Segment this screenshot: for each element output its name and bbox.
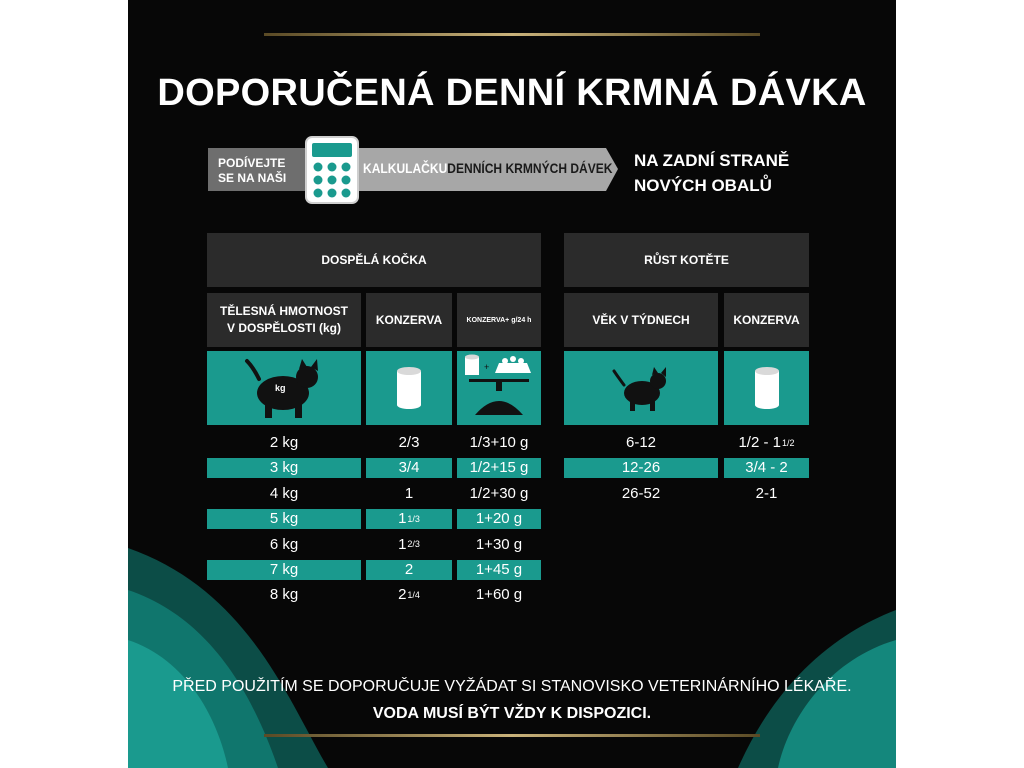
adult-can-cell: 2 xyxy=(404,561,414,578)
adult-weight-cell: 3 kg xyxy=(269,459,299,477)
kitten-age-cell: 12-26 xyxy=(621,459,661,477)
adult-col-can-header: KONZERVA xyxy=(366,293,452,347)
adult-can-dry-cell: 1/3+10 g xyxy=(469,434,529,451)
adult-weight-cell: 8 kg xyxy=(269,586,299,604)
adult-weight-cell: 5 kg xyxy=(269,510,299,528)
calculator-banner xyxy=(208,143,618,196)
adult-weight-cell: 6 kg xyxy=(269,535,299,553)
calculator-icon xyxy=(304,135,360,205)
kitten-header: RŮST KOTĚTE xyxy=(564,233,809,287)
kitten-icon xyxy=(564,351,718,425)
vet-advice-text: PŘED POUŽITÍM SE DOPORUČUJE VYŽÁDAT SI STANOVISKO VETERINÁRNÍHO LÉKAŘE. xyxy=(172,678,852,695)
adult-weight-cell: 4 kg xyxy=(269,484,299,502)
feeding-guide-panel xyxy=(128,0,896,768)
adult-weight-cell: 2 kg xyxy=(269,434,299,451)
adult-can-dry-cell: 1+60 g xyxy=(475,586,523,604)
banner-right-text: NA ZADNÍ STRANĚ NOVÝCH OBALŮ xyxy=(634,151,790,195)
adult-can-dry-icon-cell xyxy=(457,351,541,425)
adult-header: DOSPĚLÁ KOČKA xyxy=(207,233,541,287)
adult-can-dry-cell: 1+20 g xyxy=(475,510,523,528)
adult-can-cell: 2 1/4 xyxy=(398,586,420,604)
bottom-gold-line xyxy=(264,734,760,737)
banner-calculator-text: KALKULAČKU DENNÍCH KRMNÝCH DÁVEK xyxy=(363,160,613,176)
can-icon xyxy=(366,351,452,425)
water-note-text: VODA MUSÍ BÝT VŽDY K DISPOZICI. xyxy=(372,705,652,722)
adult-can-dry-cell: 1/2+15 g xyxy=(469,459,529,477)
adult-col-can-dry-header: KONZERVA+ g/24 h xyxy=(457,293,541,347)
adult-can-dry-cell: 1+30 g xyxy=(475,535,523,553)
adult-weight-cell: 7 kg xyxy=(269,561,299,578)
can-dry-scale-icon xyxy=(457,351,541,425)
adult-can-cell: 1 2/3 xyxy=(398,535,420,553)
kitten-can-cell: 1/2 - 1 1/2 xyxy=(738,434,795,451)
adult-col-weight-header: TĚLESNÁ HMOTNOST V DOSPĚLOSTI (kg) xyxy=(207,293,361,347)
page-title: DOPORUČENÁ DENNÍ KRMNÁ DÁVKA xyxy=(157,72,867,114)
svg-text:+: + xyxy=(484,362,490,372)
adult-can-cell: 2/3 xyxy=(398,434,420,451)
adult-can-cell: 1 xyxy=(404,484,414,502)
adult-can-cell: 1 1/3 xyxy=(398,510,420,528)
kitten-age-cell: 26-52 xyxy=(621,484,661,502)
adult-weight-icon-cell xyxy=(207,351,361,425)
top-gold-line xyxy=(264,33,760,36)
kitten-can-cell: 3/4 - 2 xyxy=(745,459,788,477)
adult-can-dry-cell: 1+45 g xyxy=(475,561,523,578)
kitten-col-age-header: VĚK V TÝDNECH xyxy=(564,293,718,347)
kitten-col-can-header: KONZERVA xyxy=(724,293,809,347)
adult-can-dry-cell: 1/2+30 g xyxy=(469,484,529,502)
banner-left-text: PODÍVEJTE SE NA NAŠI xyxy=(218,156,287,185)
can-icon xyxy=(724,351,809,425)
cat-weight-label: kg xyxy=(275,383,286,393)
adult-can-icon-cell xyxy=(366,351,452,425)
kitten-can-cell: 2-1 xyxy=(755,484,778,502)
kitten-age-cell: 6-12 xyxy=(625,434,657,451)
kitten-can-icon-cell xyxy=(724,351,809,425)
kitten-age-icon-cell xyxy=(564,351,718,425)
adult-can-cell: 3/4 xyxy=(398,459,420,477)
